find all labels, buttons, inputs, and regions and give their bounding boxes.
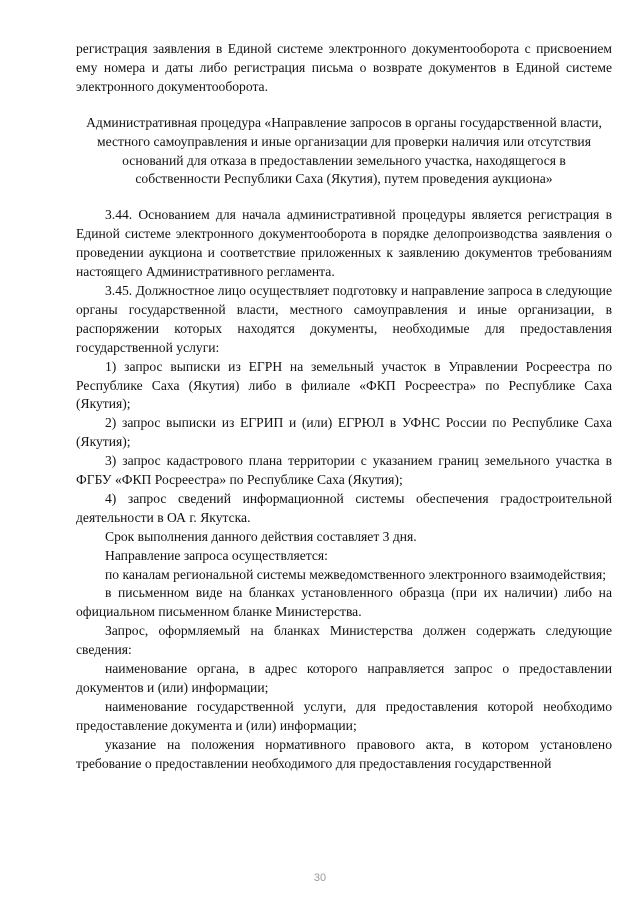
- page-number: 30: [313, 872, 327, 884]
- intro-paragraph: регистрация заявления в Единой системе электронного документооборота с присвоением ему номера и даты либо регистрация письма о возврате документов в Единой системе электронного документооборота.: [76, 41, 612, 94]
- procedure-heading: Административная процедура «Направление запросов в органы государственной власти, местного самоуправления и иные организации для проверки наличия или отсутствия оснований для отказа в предоставлении земельного участка, находящегося в собственности Республики Саха (Якутия), путем проведения аукциона»: [86, 114, 602, 187]
- request-content-paragraph: Запрос, оформляемый на бланках Министерства должен содержать следующие сведения:: [76, 623, 612, 658]
- document-body: [76, 40, 612, 774]
- list-item-4: 4) запрос сведений информационной системы обеспечения градостроительной деятельности в ОА г. Якутска.: [76, 490, 612, 525]
- content-item-organ: наименование органа, в адрес которого направляется запрос о предоставлении документов и (или) информации;: [76, 661, 612, 695]
- list-item-2: 2) запрос выписки из ЕГРИП и (или) ЕГРЮЛ в УФНС России по Республике Саха (Якутия);: [76, 415, 612, 450]
- paragraph-3-45: 3.45. Должностное лицо осуществляет подготовку и направление запроса в следующие органы государственной власти, местного самоуправления и иные организации, в распоряжении которых находятся документы, необходимые для предоставления государственной услуги:: [76, 282, 612, 355]
- deadline-paragraph: Срок выполнения данного действия составляет 3 дня.: [105, 528, 417, 544]
- list-item-3: 3) запрос кадастрового плана территории с указанием границ земельного участка в ФГБУ «ФКП Росреестра» по Республике Саха (Якутия);: [76, 453, 612, 488]
- method-electronic: по каналам региональной системы межведомственного электронного взаимодействия;: [105, 566, 606, 582]
- method-written: в письменном виде на бланках установленного образца (при их наличии) либо на официальном письменном бланке Министерства.: [76, 585, 612, 620]
- content-item-service: наименование государственной услуги, для предоставления которой необходимо предоставление документа и (или) информации;: [76, 698, 612, 733]
- content-item-norm: указание на положения нормативного правового акта, в котором установлено требование о предоставлении необходимого для предоставления государственной: [76, 736, 612, 771]
- paragraph-3-44: 3.44. Основанием для начала административной процедуры является регистрация в Единой системе электронного документооборота в порядке делопроизводства заявления о проведении аукциона и соответствие приложенных к заявлению документов требованиям настоящего Административного регламента.: [76, 207, 612, 280]
- list-item-1: 1) запрос выписки из ЕГРН на земельный участок в Управлении Росреестра по Республике Саха (Якутия) либо в филиале «ФКП Росреестра» по Республике Саха (Якутия);: [76, 358, 612, 412]
- request-method-paragraph: Направление запроса осуществляется:: [105, 547, 328, 563]
